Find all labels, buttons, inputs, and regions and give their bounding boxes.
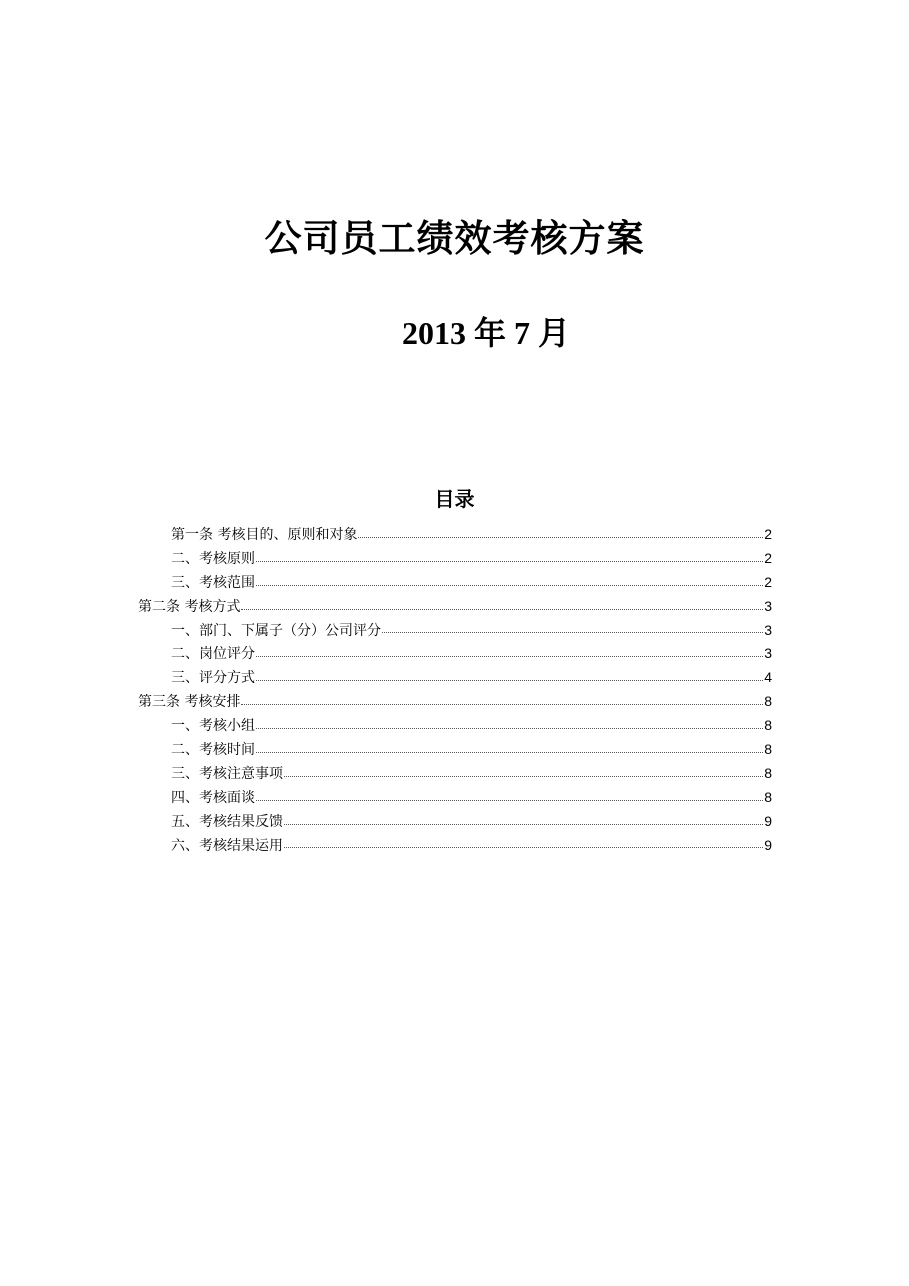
toc-entry[interactable]: [138, 666, 772, 690]
toc-entry-page-number: 8: [764, 717, 772, 734]
toc-dot-leader: [256, 560, 763, 562]
toc-entry-label: 一、考核小组: [171, 718, 255, 735]
toc-entry[interactable]: [138, 834, 772, 858]
toc-dot-leader: [382, 631, 763, 633]
toc-heading: 目录: [434, 487, 475, 511]
toc-entry[interactable]: [138, 595, 772, 619]
toc-entry-label: 四、考核面谈: [171, 789, 255, 806]
toc-dot-leader: [256, 584, 763, 586]
toc-entry[interactable]: [138, 571, 772, 595]
toc-dot-leader: [284, 846, 763, 848]
toc-dot-leader: [241, 608, 763, 610]
toc-entry-label: 六、考核结果运用: [171, 837, 283, 854]
toc-entry[interactable]: [138, 738, 772, 762]
toc-entry-label: 第一条 考核目的、原则和对象: [171, 527, 358, 543]
toc-entry-label: 三、考核范围: [171, 574, 255, 591]
toc-entry[interactable]: [138, 547, 772, 571]
toc-dot-leader: [358, 536, 763, 538]
toc-dot-leader: [256, 751, 763, 753]
document-title: 公司员工绩效考核方案: [264, 217, 645, 260]
table-of-contents: [138, 523, 772, 857]
toc-entry-page-number: 2: [764, 526, 772, 542]
toc-entry[interactable]: [138, 619, 772, 643]
toc-dot-leader: [256, 655, 763, 657]
toc-entry-page-number: 9: [764, 836, 772, 853]
toc-entry[interactable]: [138, 810, 772, 834]
toc-entry-label: 五、考核结果反馈: [171, 813, 283, 830]
toc-entry-label: 三、考核注意事项: [171, 765, 283, 782]
toc-entry-label: 第二条 考核方式: [138, 598, 241, 615]
toc-entry-label: 二、岗位评分: [171, 646, 255, 663]
toc-entry-page-number: 2: [764, 549, 772, 566]
toc-entry-page-number: 3: [764, 597, 772, 614]
toc-entry-page-number: 9: [764, 812, 772, 829]
toc-entry-label: 二、考核时间: [171, 742, 255, 759]
toc-entry-page-number: 8: [764, 788, 772, 805]
toc-entry-page-number: 2: [764, 573, 772, 590]
toc-entry[interactable]: [138, 523, 772, 547]
toc-entry-label: 第三条 考核安排: [138, 694, 241, 711]
toc-entry-page-number: 8: [764, 741, 772, 758]
document-date: 2013 年 7 月: [402, 315, 571, 351]
toc-entry-page-number: 4: [764, 669, 772, 686]
toc-dot-leader: [284, 823, 763, 825]
toc-entry[interactable]: [138, 714, 772, 738]
toc-entry[interactable]: [138, 642, 772, 666]
toc-dot-leader: [241, 703, 763, 705]
toc-dot-leader: [256, 679, 763, 681]
toc-dot-leader: [284, 775, 763, 777]
toc-dot-leader: [256, 799, 763, 801]
toc-entry-label: 二、考核原则: [171, 550, 255, 567]
toc-entry-page-number: 3: [764, 645, 772, 662]
toc-entry-page-number: 8: [764, 764, 772, 781]
toc-entry[interactable]: [138, 762, 772, 786]
toc-entry-page-number: 8: [764, 693, 772, 710]
toc-entry-page-number: 3: [764, 621, 772, 638]
toc-dot-leader: [256, 727, 763, 729]
toc-entry-label: 一、部门、下属子（分）公司评分: [171, 622, 381, 639]
toc-entry-label: 三、评分方式: [171, 670, 255, 687]
toc-entry[interactable]: [138, 786, 772, 810]
toc-entry[interactable]: [138, 690, 772, 714]
